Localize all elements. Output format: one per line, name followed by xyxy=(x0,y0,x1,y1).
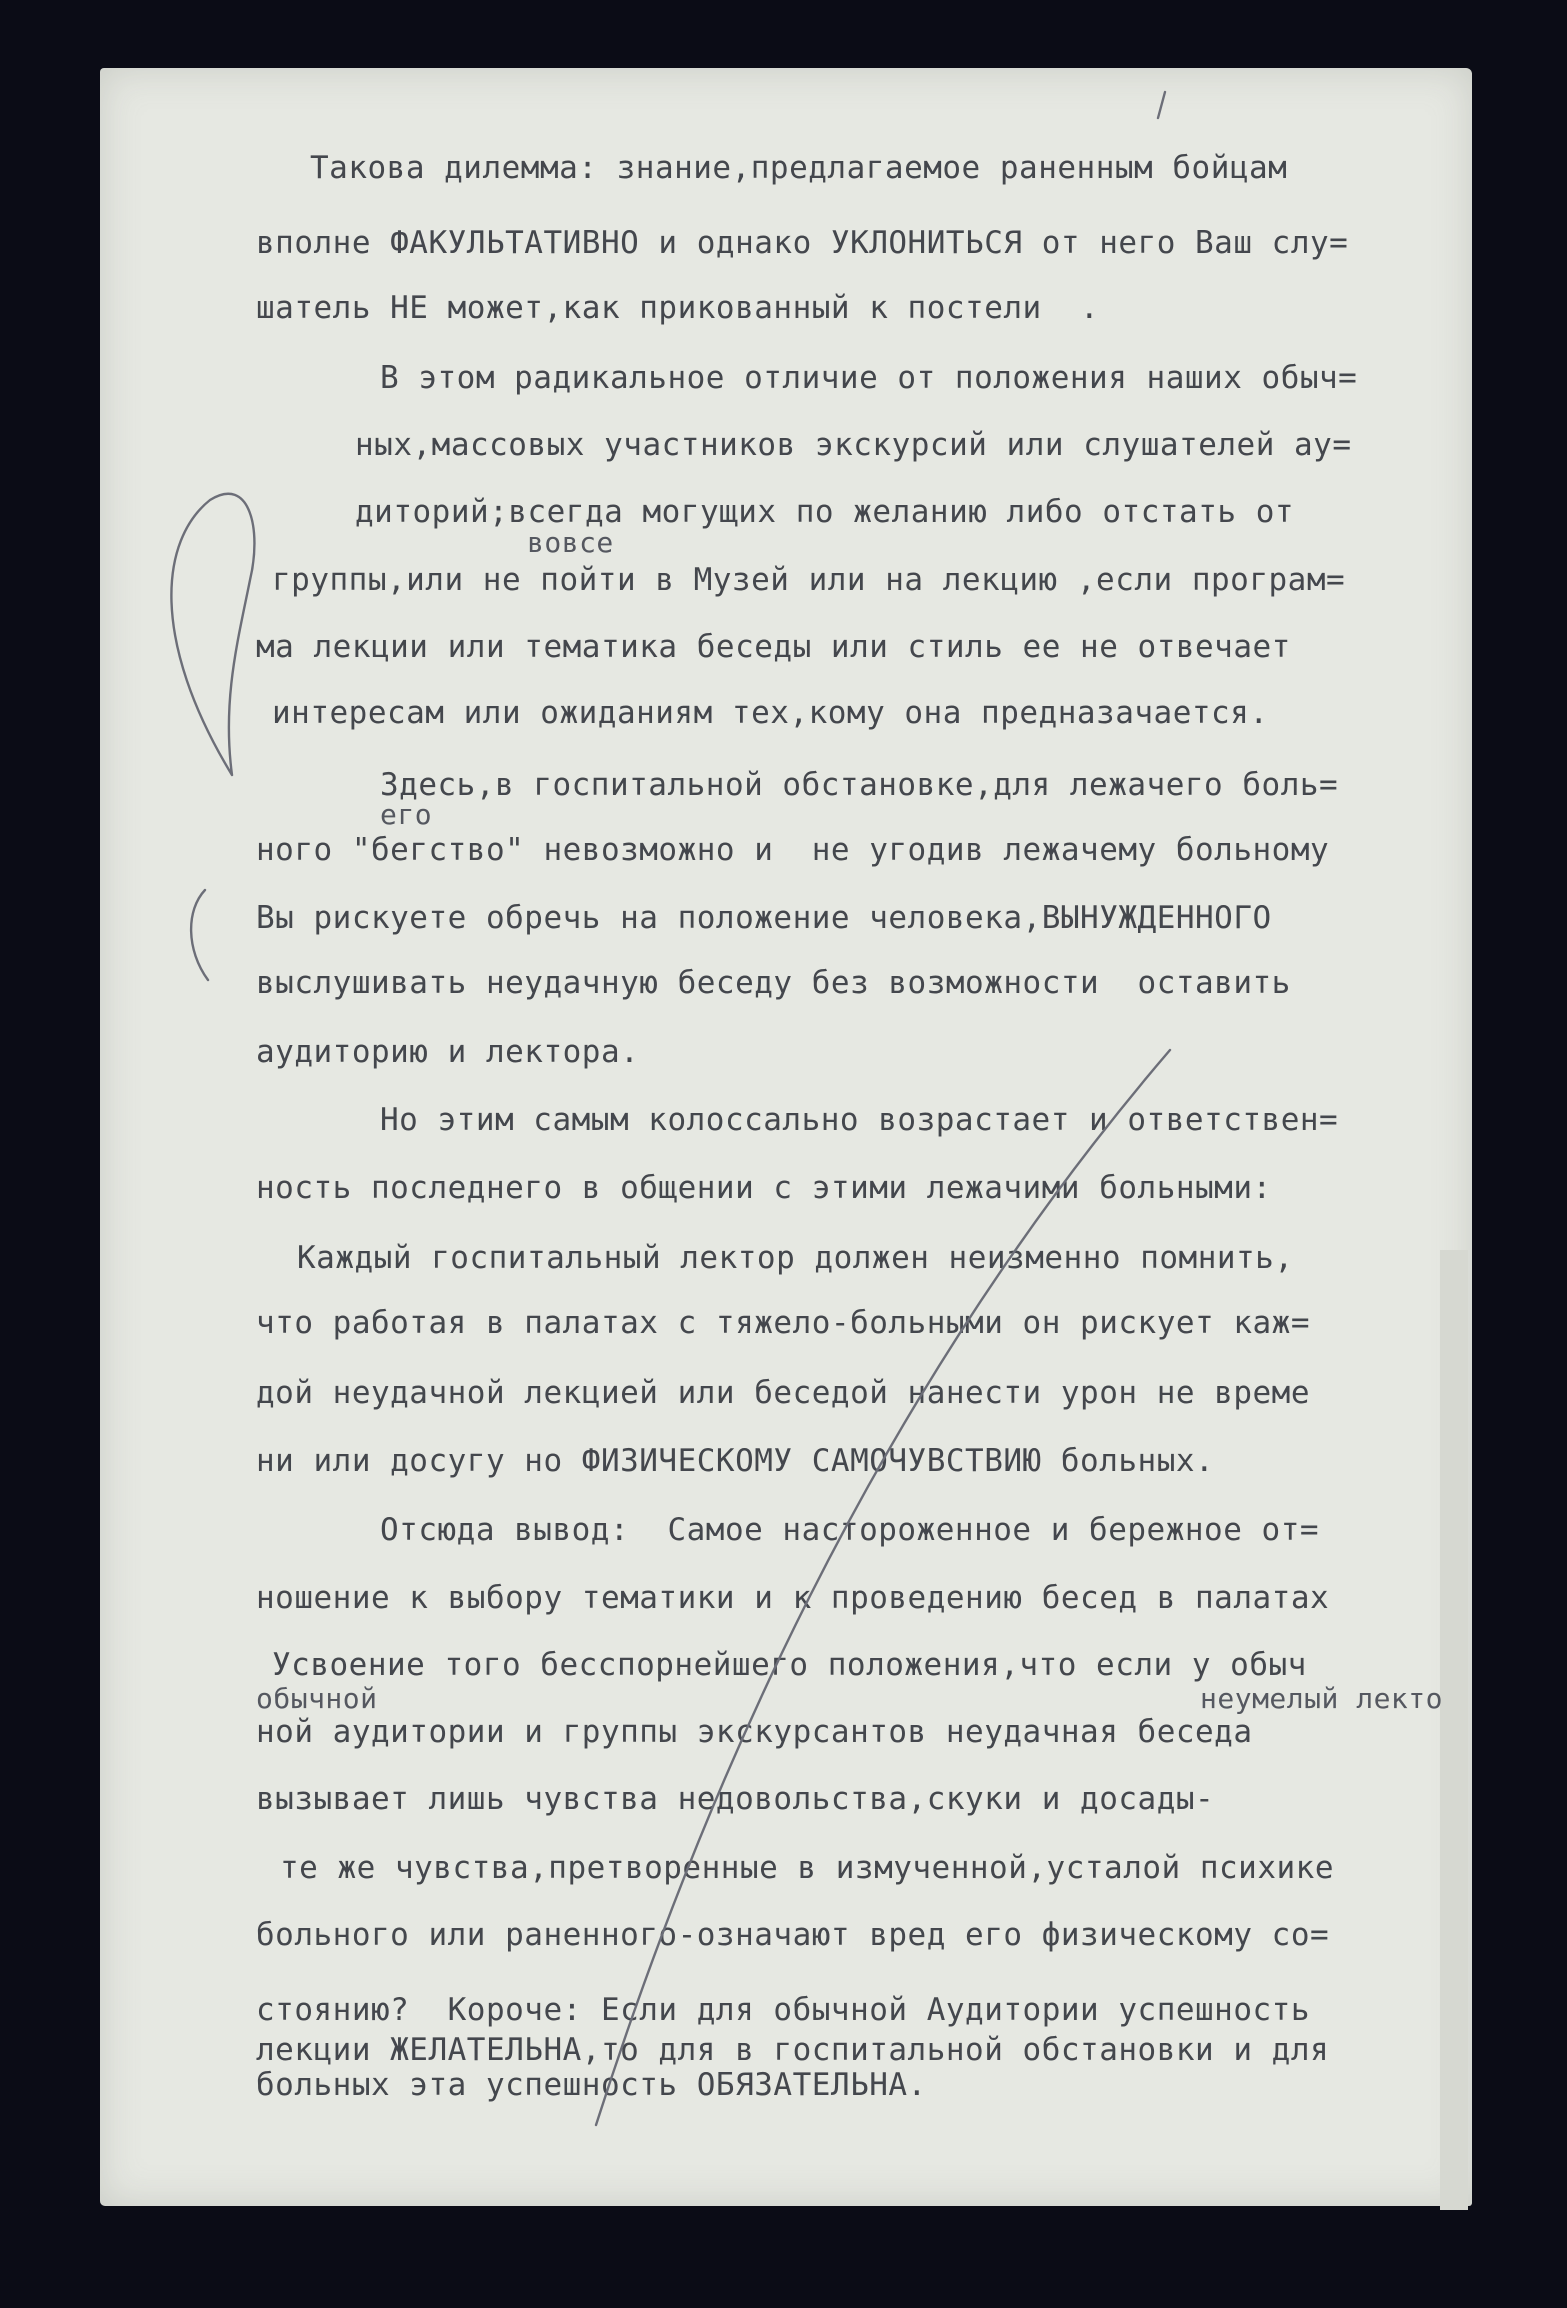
text-line: Каждый госпитальный лектор должен неизменно помнить, xyxy=(297,1240,1294,1276)
text-line: Но этим самым колоссально возрастает и ответствен= xyxy=(380,1102,1339,1138)
text-line: стоянию? Короче: Если для обычной Аудитории успешность xyxy=(256,1992,1310,2028)
text-line: Здесь,в госпитальной обстановке,для лежачего боль= xyxy=(380,767,1339,803)
text-line: те же чувства,претворенные в измученной,усталой психике xyxy=(280,1850,1334,1886)
text-line: шатель НЕ может,как прикованный к постели . xyxy=(256,290,1100,326)
text-line: Усвоение того бесспорнейшего положения,что если у обыч xyxy=(272,1647,1307,1683)
text-line: вполне ФАКУЛЬТАТИВНО и однако УКЛОНИТЬСЯ от него Ваш слу= xyxy=(256,225,1349,261)
interlinear-insertion: его xyxy=(380,798,433,831)
text-line: ного "бегство" невозможно и не угодив лежачему больному xyxy=(256,832,1330,868)
text-line: лекции ЖЕЛАТЕЛЬНА,то для в госпитальной обстановки и для xyxy=(256,2032,1330,2068)
text-line: ной аудитории и группы экскурсантов неудачная беседа xyxy=(256,1714,1253,1750)
text-line: ношение к выбору тематики и к проведению бесед в палатах xyxy=(256,1580,1330,1616)
text-line: В этом радикальное отличие от положения наших обыч= xyxy=(380,360,1358,396)
paper-back-sheet-edge xyxy=(1440,1250,1468,2210)
text-line: группы,или не пойти в Музей или на лекцию ,если програм= xyxy=(272,562,1346,598)
text-line: ность последнего в общении с этими лежачими больными: xyxy=(256,1170,1272,1206)
text-line: Отсюда вывод: Самое настороженное и бережное от= xyxy=(380,1512,1320,1548)
text-line: ных,массовых участников экскурсий или слушателей ау= xyxy=(355,427,1352,463)
text-line: аудиторию и лектора. xyxy=(256,1034,640,1070)
text-line: ни или досугу но ФИЗИЧЕСКОМУ САМОЧУВСТВИЮ больных. xyxy=(256,1443,1215,1479)
text-line: больных эта успешность ОБЯЗАТЕЛЬНА. xyxy=(256,2067,927,2103)
interlinear-insertion: неумелый лекто xyxy=(1200,1682,1444,1715)
text-line: диторий;всегда могущих по желанию либо отстать от xyxy=(355,494,1295,530)
text-line: Вы рискуете обречь на положение человека,ВЫНУЖДЕННОГО xyxy=(256,900,1272,936)
text-line: ма лекции или тематика беседы или стиль ее не отвечает xyxy=(256,629,1291,665)
text-line: интересам или ожиданиям тех,кому она предназачается. xyxy=(272,695,1269,731)
interlinear-insertion: обычной xyxy=(256,1682,378,1715)
interlinear-insertion: вовсе xyxy=(527,526,614,559)
text-line: Такова дилемма: знание,предлагаемое раненным бойцам xyxy=(310,150,1288,186)
text-line: выслушивать неудачную беседу без возможности оставить xyxy=(256,965,1291,1001)
text-line: вызывает лишь чувства недовольства,скуки и досады- xyxy=(256,1781,1215,1817)
text-line: дой неудачной лекцией или беседой нанести урон не време xyxy=(256,1375,1310,1411)
text-line: больного или раненного-означают вред его физическому со= xyxy=(256,1917,1330,1953)
text-line: что работая в палатах с тяжело-больными он рискует каж= xyxy=(256,1305,1310,1341)
